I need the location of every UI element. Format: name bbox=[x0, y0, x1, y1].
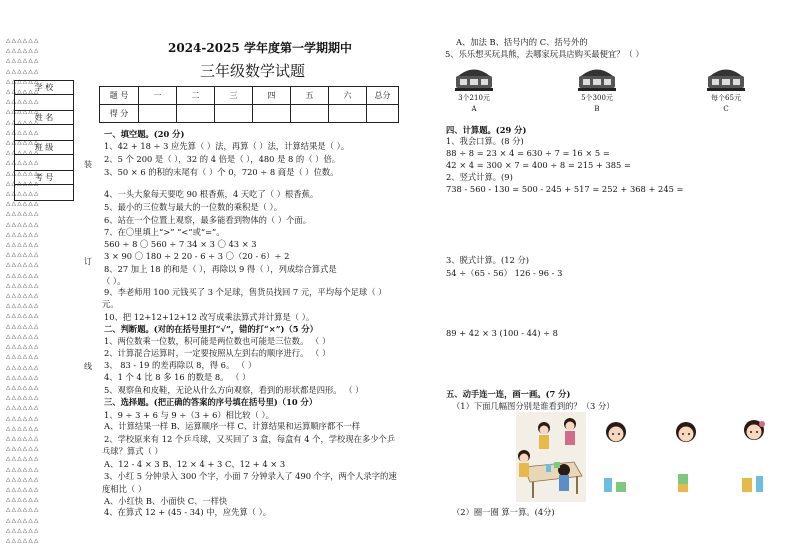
question-line: 2、学校原来有 12 个乒乓球，又买回了 3 盒，每盒有 4 个，学校现在多少个乒 bbox=[104, 434, 396, 444]
score-header-cell: 三 bbox=[215, 87, 253, 105]
question-line: 7、在〇里填上“>” “<”或“=”。 bbox=[104, 227, 225, 237]
score-header-cell: 四 bbox=[253, 87, 291, 105]
score-cell[interactable] bbox=[367, 105, 399, 123]
question-line: 5、最小的三位数与最大的一位数的乘积是（ ）。 bbox=[104, 202, 283, 212]
q4-options: A、加法 B、括号内的 C、括号外的 bbox=[456, 37, 588, 47]
score-header-cell: 题 号 bbox=[100, 87, 139, 105]
question-line: 9、李老师用 100 元钱买了 3 个足球，售货员找回 7 元，平均每个足球（ ） bbox=[104, 287, 387, 297]
binding-mark-ding: 订 bbox=[84, 257, 92, 266]
question-line: 2、计算混合运算时，一定要按照从左到右的顺序进行。 （ ） bbox=[104, 348, 331, 358]
toy-shop-a bbox=[452, 65, 496, 113]
question-line: 3、50 × 6 的积的末尾有（ ）个 0，720 ÷ 8 商是（ ）位数。 bbox=[104, 167, 339, 177]
info-field-id[interactable] bbox=[15, 185, 73, 200]
question-line: （1）下面几幅图分别是谁看到的？（3 分） bbox=[452, 401, 615, 411]
question-line: 4、一头大象每天要吃 90 根香蕉，4 天吃了（ ）根香蕉。 bbox=[104, 189, 319, 199]
question-line: 6、站在一个位置上观察，最多能看到物体的（ ）个面。 bbox=[104, 215, 312, 225]
question-line: 1、两位数乘一位数，积可能是两位数也可能是三位数。 （ ） bbox=[104, 336, 331, 346]
shop-letter: A bbox=[471, 105, 477, 113]
children-observing-illustration bbox=[516, 412, 794, 511]
question-line: 5、观察鱼和皮鞋，无论从什么方向观察，看到的形状都是四形。 （ ） bbox=[104, 385, 364, 395]
toy-shop-icon bbox=[704, 65, 748, 93]
shop-price: 5个300元 bbox=[581, 94, 613, 102]
score-table-header-row bbox=[100, 87, 399, 105]
question-line: 3、脱式计算。(12 分) bbox=[446, 255, 530, 265]
score-cell[interactable] bbox=[177, 105, 215, 123]
question-line: 3、 83 - 19 的差再除以 8，得 6。 （ ） bbox=[104, 360, 257, 370]
question-line: （ ）。 bbox=[102, 276, 126, 286]
section-heading: 二、判断题。(对的在括号里打“√”，错的打“×”)（5 分） bbox=[104, 324, 318, 334]
shop-price: 3个210元 bbox=[458, 94, 490, 102]
question-line: 54 ÷（65 - 56） 126 - 96 - 3 bbox=[446, 268, 563, 278]
score-header-cell: 一 bbox=[139, 87, 177, 105]
score-header-cell: 总分 bbox=[367, 87, 399, 105]
shop-price: 每个65元 bbox=[711, 94, 741, 102]
term-title: 2024-2025 学年度第一学期期中 bbox=[168, 41, 352, 55]
question-line: 1、9 ÷ 3 + 6 与 9 ÷（3 + 6）相比较（ ）。 bbox=[104, 410, 274, 420]
shop-letter: C bbox=[723, 105, 729, 113]
section-heading: 四、计算题。(29 分) bbox=[446, 125, 527, 135]
info-label-class: 班 级 bbox=[15, 141, 73, 155]
question-line: 1、42 + 18 ÷ 3 应先算（ ）法，再算（ ）法，计算结果是（ ）。 bbox=[104, 141, 350, 151]
score-cell[interactable] bbox=[139, 105, 177, 123]
question-line: 10、把 12+12+12+12 改写成乘法算式并计算是（ ）。 bbox=[104, 312, 315, 322]
toy-shop-icon bbox=[575, 65, 619, 93]
shop-letter: B bbox=[594, 105, 600, 113]
question-line: 乓球？算式（ ） bbox=[102, 446, 163, 456]
question-line: 560 ÷ 8 〇 560 ÷ 7 34 × 3 〇 43 × 3 bbox=[104, 239, 257, 249]
question-line: 元。 bbox=[102, 299, 119, 309]
question-line: 1、我会口算。(8 分) bbox=[446, 136, 524, 146]
score-cell[interactable] bbox=[253, 105, 291, 123]
score-cell[interactable] bbox=[329, 105, 367, 123]
toy-shop-icon bbox=[452, 65, 496, 93]
info-label-id: 考 号 bbox=[15, 171, 73, 185]
info-field-name[interactable] bbox=[15, 125, 73, 141]
score-table-score-row bbox=[100, 105, 399, 123]
margin-triangles-left: △△△△△△ △△△△△△ △△△△△△ △△△△△△ △△△△△△ △△△△△△ △△△△△△ △△△△△△ △△△△△△ △△△△△△ △△△△△△ △△△△△△ △△△△△△ △△△△△△ △△△△△△ △△△△△△ △△△△△△ △△△△△△ △△△△△△ △△△△△△ △△△△△△ △△△△△△ △△△△△△ △△△△△△ △△△△△△ △△△△△△ △△△△△△ △△△△△△ △△△△△△ △△△△△△ △△△△△△ △△△△△△ △△△△△△ △△△△△△ △△△△△△ △△△△△△ △△△△△△ △△△△△△ △△△△△△ △△△△△△ △△△△△△ △△△△△△ △△△△△△ △△△△△△ △△△△△△ △△△△△△ △△△△△△ △△△△△△ △△△△△△ △△△△△△ bbox=[6, 38, 40, 544]
question-line: 4、在算式 12 + (45 - 34) 中，应先算（ ）。 bbox=[104, 507, 272, 517]
question-line: A、计算结果一样 B、运算顺序一样 C、计算结果和运算顺序都不一样 bbox=[104, 421, 361, 431]
exam-title: 三年级数学试题 bbox=[200, 62, 306, 80]
question-line: （2）圈一圈 算一算。(4分) bbox=[452, 507, 555, 517]
question-line: 42 × 4 = 300 × 7 = 400 ÷ 8 = 215 + 385 = bbox=[446, 160, 631, 170]
question-line: 3 × 90 〇 180 ÷ 2 20 - 6 ÷ 3 〇（20 - 6）÷ 2 bbox=[104, 251, 290, 261]
question-line: A、12 - 4 × 3 B、12 × 4 + 3 C、12 + 4 × 3 bbox=[104, 459, 286, 469]
q5-question: 5、乐乐想买玩具熊，去哪家玩具店购买最便宜？（ ） bbox=[445, 49, 644, 59]
question-line: 8、27 加上 18 的和是（ ），再除以 9 得（ ），列成综合算式是 bbox=[104, 264, 337, 274]
toy-shop-c bbox=[704, 65, 748, 113]
score-header-cell: 五 bbox=[291, 87, 329, 105]
info-field-class[interactable] bbox=[15, 155, 73, 171]
question-line: 2、5 个 200 是（ ），32 的 4 倍是（ ），480 是 8 的（ ）倍。 bbox=[104, 154, 341, 164]
question-line: 3、小红 5 分钟录入 300 个字，小面 7 分钟录入了 490 个字，两个人录字的速 bbox=[104, 471, 397, 481]
binding-mark-xian: 线 bbox=[84, 362, 92, 371]
score-row-label: 得 分 bbox=[100, 105, 139, 123]
question-line: 88 ÷ 8 = 23 × 4 = 630 ÷ 7 = 16 × 5 = bbox=[446, 148, 610, 158]
binding-mark-zhuang: 装 bbox=[84, 160, 92, 169]
score-cell[interactable] bbox=[291, 105, 329, 123]
toy-shop-b bbox=[575, 65, 619, 113]
info-label-name: 姓 名 bbox=[15, 111, 73, 125]
section-heading: 五、动手连一连，画一画。(7 分) bbox=[446, 389, 571, 399]
question-line: 4、1 个 4 比 8 多 16 的数是 8。 （ ） bbox=[104, 372, 251, 382]
score-cell[interactable] bbox=[215, 105, 253, 123]
info-field-school[interactable] bbox=[15, 95, 73, 111]
section-heading: 三、选择题。(把正确的答案的序号填在括号里)（10 分） bbox=[104, 397, 318, 407]
question-line: 89 + 42 × 3 (100 - 44) ÷ 8 bbox=[446, 328, 558, 338]
question-line: 2、竖式计算。(9) bbox=[446, 172, 513, 182]
question-line: 738 - 560 - 130 = 500 - 245 + 517 = 252 + 368 + 245 = bbox=[446, 184, 684, 194]
score-table bbox=[99, 86, 399, 123]
question-line: 度相比（ ） bbox=[102, 484, 147, 494]
children-table-icon bbox=[516, 412, 794, 508]
student-info-box bbox=[14, 80, 74, 201]
info-label-school: 学 校 bbox=[15, 81, 73, 95]
question-line: A、小红快 B、小面快 C、一样快 bbox=[104, 496, 228, 506]
section-heading: 一、填空题。(20 分) bbox=[104, 129, 185, 139]
score-header-cell: 二 bbox=[177, 87, 215, 105]
score-header-cell: 六 bbox=[329, 87, 367, 105]
